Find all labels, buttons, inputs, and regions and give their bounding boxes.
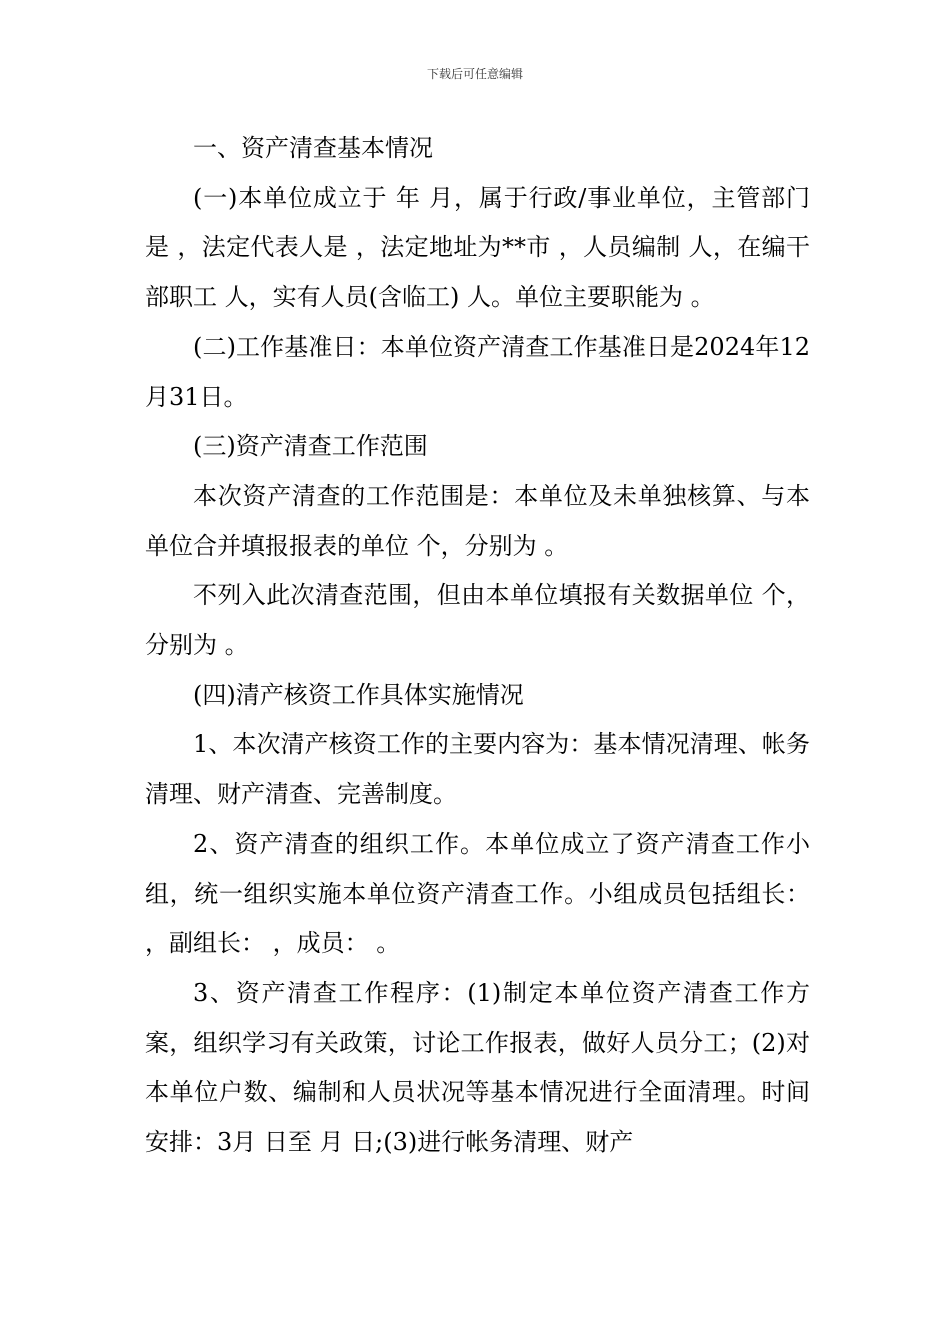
paragraph: 3、资产清查工作程序：(1)制定本单位资产清查工作方案，组织学习有关政策，讨论工作报表，做好人员分工；(2)对本单位户数、编制和人员状况等基本情况进行全面清理。时间安排：3月 日至 月 日;(3)进行帐务清理、财产 [145,978,810,1157]
paragraph: 不列入此次清查范围，但由本单位填报有关数据单位 个，分别为 。 [145,581,810,660]
paragraph: (二)工作基准日：本单位资产清查工作基准日是2024年12月31日。 [145,332,810,411]
paragraph: 本次资产清查的工作范围是：本单位及未单独核算、与本单位合并填报报表的单位 个，分别为 。 [145,481,810,560]
document-body [145,124,810,1168]
subsection-heading: (四)清产核资工作具体实施情况 [193,680,524,709]
subsection-heading: (三)资产清查工作范围 [193,432,428,461]
section-heading: 一、资产清查基本情况 [193,134,433,162]
paragraph: 1、本次清产核资工作的主要内容为：基本情况清理、帐务清理、财产清查、完善制度。 [145,730,810,809]
paragraph: 2、资产清查的组织工作。本单位成立了资产清查工作小组，统一组织实施本单位资产清查工作。小组成员包括组长： ，副组长： ，成员： 。 [145,829,810,958]
paragraph: (一)本单位成立于 年 月，属于行政/事业单位，主管部门是 ，法定代表人是 ，法定地址为**市 ，人员编制 人，在编干部职工 人，实有人员(含临工) 人。单位主要职能为 。 [145,183,810,312]
page-header: 下载后可任意编辑 [426,67,523,81]
